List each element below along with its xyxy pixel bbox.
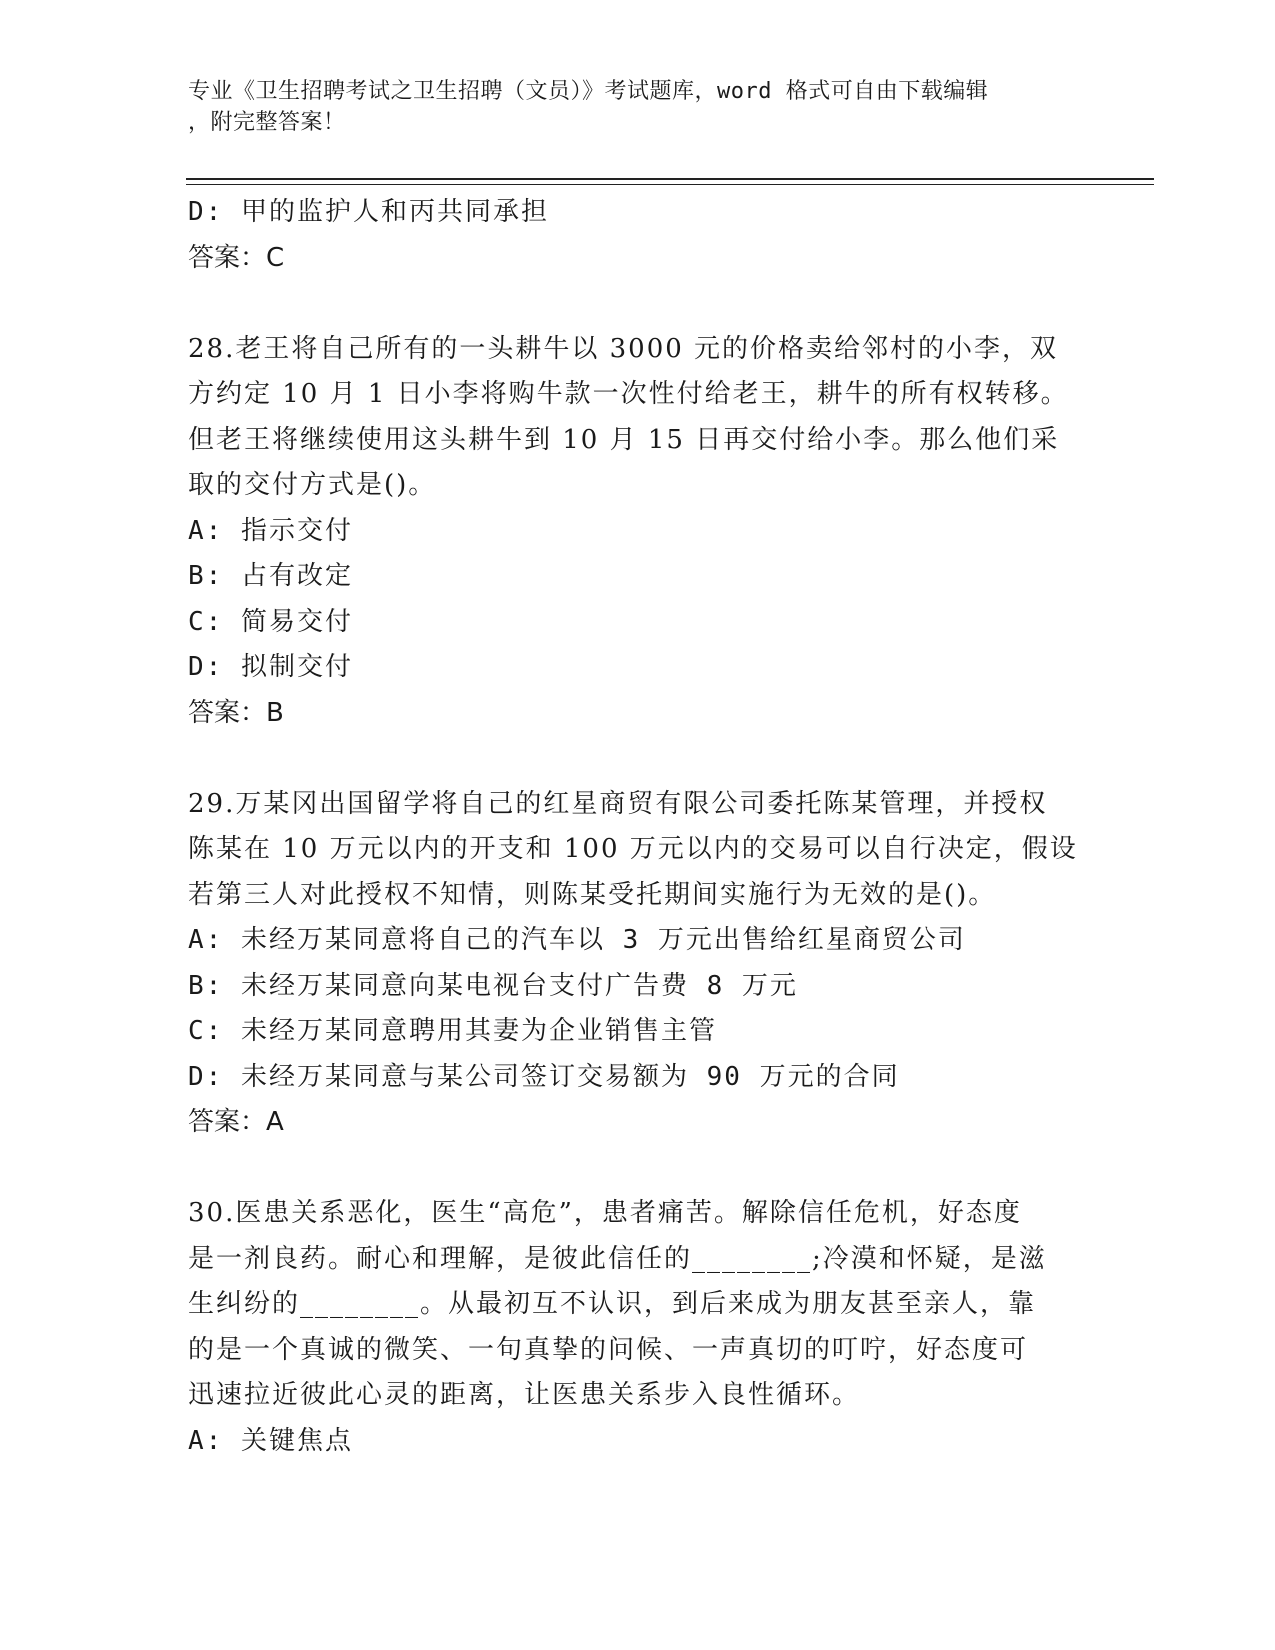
spacer xyxy=(188,281,1088,327)
header-rule-thick xyxy=(186,178,1154,180)
q29-answer: 答案：A xyxy=(188,1107,284,1137)
question-29 xyxy=(188,782,1088,1146)
question-30 xyxy=(188,1191,1088,1464)
spacer xyxy=(188,736,1088,782)
q29-stem-line: 陈某在 10 万元以内的开支和 100 万元以内的交易可以自行决定，假设 xyxy=(188,834,1078,864)
q28-stem-line: 方约定 10 月 1 日小李将购牛款一次性付给老王，耕牛的所有权转移。 xyxy=(188,379,1069,409)
q30-stem-line: 的是一个真诚的微笑、一句真挚的问候、一声真切的叮咛，好态度可 xyxy=(188,1334,1029,1365)
q29-option-d: D: 未经万某同意与某公司签订交易额为 90 万元的合同 xyxy=(188,1061,900,1092)
q28-stem-line: 但老王将继续使用这头耕牛到 10 月 15 日再交付给小李。那么他们采 xyxy=(188,424,1060,455)
question-content xyxy=(188,190,1088,1464)
header-rule-thin xyxy=(186,184,1154,185)
q29-option-a: A: 未经万某同意将自己的汽车以 3 万元出售给红星商贸公司 xyxy=(188,925,966,955)
prev-option-d: D: 甲的监护人和丙共同承担 xyxy=(188,197,549,227)
document-header xyxy=(188,76,1088,138)
q30-stem-line: 生纠纷的________。从最初互不认识，到后来成为朋友甚至亲人，靠 xyxy=(188,1289,1037,1319)
q30-stem-line: 迅速拉近彼此心灵的距离，让医患关系步入良性循环。 xyxy=(188,1380,861,1410)
q30-option-a: A: 关键焦点 xyxy=(188,1425,353,1456)
q28-stem-line: 28.老王将自己所有的一头耕牛以 3000 元的价格卖给邻村的小李，双 xyxy=(188,333,1059,364)
spacer xyxy=(188,1146,1088,1192)
q29-stem-line: 29.万某冈出国留学将自己的红星商贸有限公司委托陈某管理，并授权 xyxy=(188,788,1048,819)
prev-answer: 答案：C xyxy=(188,242,285,273)
q30-stem-line: 30.医患关系恶化，医生“高危”，患者痛苦。解除信任危机，好态度 xyxy=(188,1198,1022,1228)
q28-stem-line: 取的交付方式是()。 xyxy=(188,470,437,500)
q28-option-d: D: 拟制交付 xyxy=(188,652,353,682)
q28-option-b: B: 占有改定 xyxy=(188,561,353,591)
q28-option-c: C: 简易交付 xyxy=(188,606,353,637)
header-line-1: 专业《卫生招聘考试之卫生招聘（文员）》考试题库，word 格式可自由下载编辑 xyxy=(188,79,989,104)
header-line-2: ，附完整答案！ xyxy=(188,110,346,135)
q29-stem-line: 若第三人对此授权不知情，则陈某受托期间实施行为无效的是()。 xyxy=(188,879,997,910)
q29-option-b: B: 未经万某同意向某电视台支付广告费 8 万元 xyxy=(188,970,798,1001)
q29-option-c: C: 未经万某同意聘用其妻为企业销售主管 xyxy=(188,1016,717,1046)
q28-answer: 答案：B xyxy=(188,697,284,728)
question-28 xyxy=(188,327,1088,737)
q28-option-a: A: 指示交付 xyxy=(188,515,353,546)
q30-stem-line: 是一剂良药。耐心和理解，是彼此信任的________;冷漠和怀疑，是滋 xyxy=(188,1243,1047,1274)
